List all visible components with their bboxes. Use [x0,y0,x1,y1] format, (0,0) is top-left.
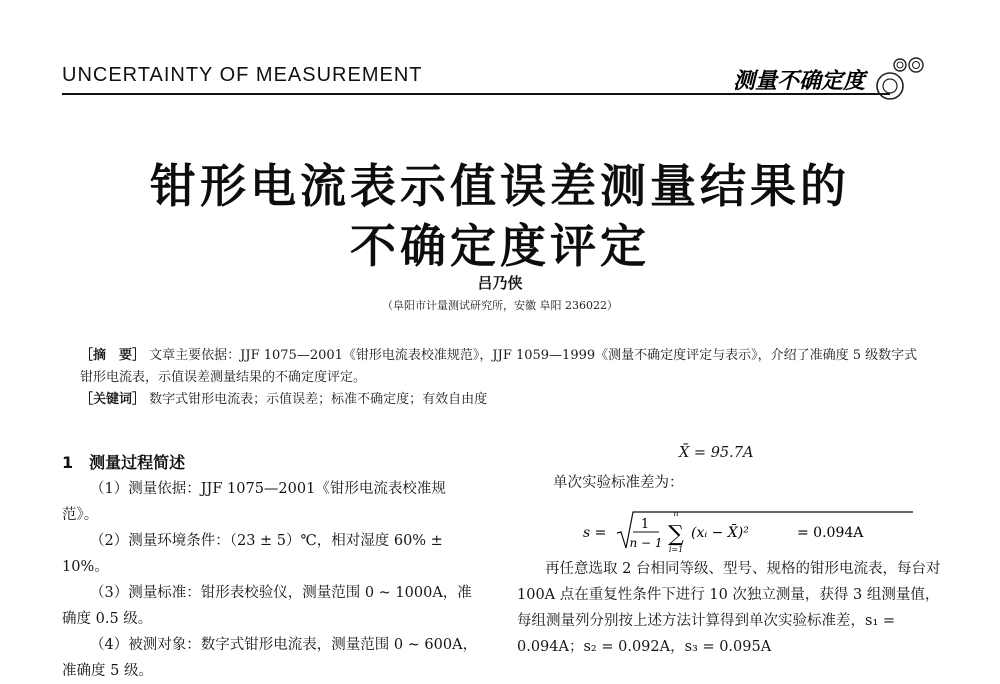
formula-sum-top: n [673,509,679,518]
abstract [80,345,920,389]
author: 吕乃侠 [477,274,523,292]
keywords-text: 数字式钳形电流表；示值误差；标准不确定度；有效自由度 [149,392,488,407]
formula-body: (xᵢ − X̄)² [691,525,749,541]
list-item: （2）测量环境条件：（23 ± 5）℃，相对湿度 60% ± 10%。 [62,533,443,575]
formula-frac-den: n − 1 [629,536,663,550]
rings-decoration-icon [866,54,936,104]
std-intro: 单次实验标准差为： [553,475,684,491]
abstract-text: 文章主要依据：JJF 1075—2001《钳形电流表校准规范》，JJF 1059—1999《测量不确定度评定与表示》，介绍了准确度 5 级数字式钳形电流表，示值误差测量结果的不确定度评定。 [80,348,918,385]
column-title-cn: 测量不确定度 [733,69,866,94]
formula-sum-bottom: i=1 [668,545,684,554]
keywords-label: ［关键词］ [80,392,146,407]
keywords [80,389,920,411]
list-item: （3）测量标准：钳形表校验仪，测量范围 0 ~ 1000A，准确度 0.5 级。 [62,585,472,627]
formula-frac-num: 1 [640,517,650,532]
formula-result: = 0.094A [797,525,864,541]
mean-value: X̄ = 95.7A [679,445,754,461]
abstract-label: ［摘 要］ [80,348,146,363]
right-paragraph: 再任意选取 2 台相同等级、型号、规格的钳形电流表，每台对 100A 点在重复性条件下进行 10 次独立测量，获得 3 组测量值，每组测量列分别按上述方法计算得到单次实验标准差，s₁ = 0.094A；s₂ = 0.092A，s₃ = 0.095A [517,561,941,655]
section-heading: 1 测量过程简述 [62,453,186,472]
formula-lhs: s = [583,525,607,541]
left-column [62,476,482,684]
std-formula [583,506,923,556]
paper-title-line-1: 钳形电流表示值误差测量结果的 [150,159,850,213]
sum-sign: ∑ [668,522,684,547]
list-item: （4）被测对象：数字式钳形电流表，测量范围 0 ~ 600A，准确度 5 级。 [62,637,478,679]
abstract-block [80,345,920,411]
affiliation: （阜阳市计量测试研究所，安徽 阜阳 236022） [382,299,618,312]
journal-title-en: UNCERTAINTY OF MEASUREMENT [62,64,423,86]
list-item: （1）测量依据：JJF 1075—2001《钳形电流表校准规范》。 [62,481,446,523]
paper-title-line-2: 不确定度评定 [350,219,650,273]
